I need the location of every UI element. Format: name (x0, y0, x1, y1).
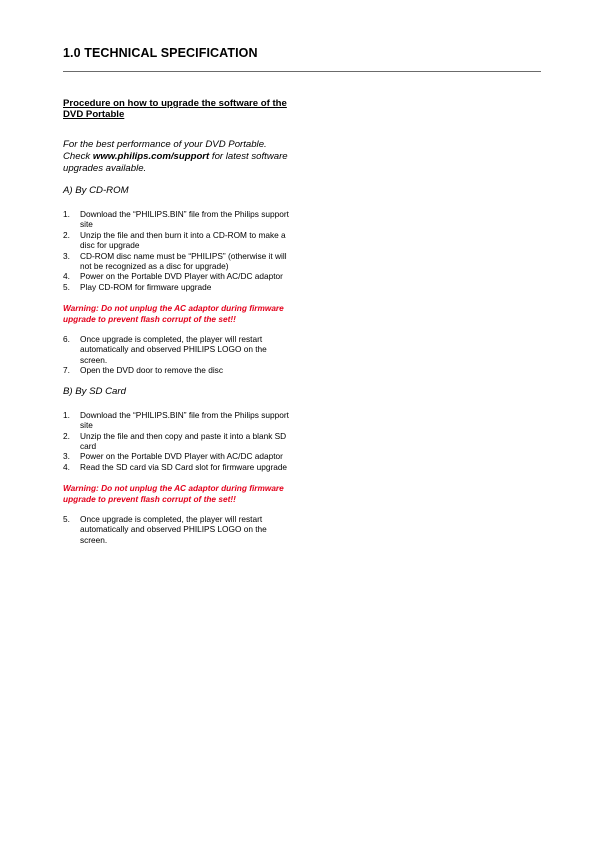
page-title: 1.0 TECHNICAL SPECIFICATION (63, 46, 258, 60)
step-number: 1. (63, 209, 70, 219)
procedure-title: Procedure on how to upgrade the software of the DVD Portable (63, 98, 287, 120)
step-number: 5. (63, 513, 70, 524)
step-number: 4. (63, 461, 70, 472)
section-b-title: B) By SD Card (63, 385, 126, 397)
step-text: Power on the Portable DVD Player with AC/DC adaptor (80, 271, 283, 282)
list-item (63, 282, 291, 292)
list-item (63, 271, 291, 281)
step-text: Play CD-ROM for firmware upgrade (80, 281, 212, 292)
section-b-warning: Warning: Do not unplug the AC adaptor during firmware upgrade to prevent flash corrupt of the set!! (63, 483, 284, 504)
section-b-steps-after (63, 514, 291, 545)
step-number: 2. (63, 430, 70, 441)
step-number: 5. (63, 281, 70, 292)
list-item (63, 514, 291, 545)
section-a-title: A) By CD-ROM (63, 185, 129, 196)
list-item (63, 431, 291, 452)
step-number: 3. (63, 250, 70, 261)
step-number: 4. (63, 271, 70, 282)
step-number: 3. (63, 451, 70, 462)
section-a-warning: Warning: Do not unplug the AC adaptor during firmware upgrade to prevent flash corrupt of the set!! (63, 303, 284, 324)
step-text: Unzip the file and then copy and paste it into a blank SD card (80, 430, 287, 451)
procedure-content (63, 98, 291, 545)
step-text: Unzip the file and then burn it into a CD-ROM to make a disc for upgrade (80, 229, 286, 251)
list-item (63, 451, 291, 461)
list-item (63, 230, 291, 251)
intro-paragraph (63, 139, 291, 175)
intro-text-end: for latest software upgrades available. (63, 151, 288, 174)
section-b-steps (63, 410, 291, 472)
step-number: 2. (63, 229, 70, 240)
step-text: Download the “PHILIPS.BIN” file from the Philips support site (80, 409, 289, 431)
support-link[interactable]: www.philips.com/support (92, 151, 210, 162)
step-text: Once upgrade is completed, the player will restart automatically and observed PHILIPS LOGO on the screen. (80, 513, 267, 545)
step-text: CD-ROM disc name must be “PHILIPS” (otherwise it will not be recognized as a disc for upgrade) (80, 250, 287, 272)
step-text: Download the “PHILIPS.BIN” file from the Philips support site (80, 209, 289, 230)
list-item (63, 251, 291, 272)
step-text: Once upgrade is completed, the player will restart automatically and observed PHILIPS LOGO on the screen. (80, 334, 267, 365)
list-item (63, 462, 291, 472)
step-number: 6. (63, 334, 70, 345)
step-text: Open the DVD door to remove the disc (80, 365, 223, 376)
intro-text-start: For the best performance of your DVD Portable. Check (63, 139, 267, 162)
list-item (63, 334, 291, 365)
list-item (63, 365, 291, 375)
step-number: 7. (63, 365, 70, 376)
step-text: Power on the Portable DVD Player with AC/DC adaptor (80, 451, 283, 462)
header-divider (63, 71, 541, 72)
section-a-steps-after (63, 334, 291, 376)
section-a-steps (63, 209, 291, 292)
list-item (63, 209, 291, 230)
step-number: 1. (63, 409, 70, 420)
step-text: Read the SD card via SD Card slot for firmware upgrade (80, 461, 288, 472)
list-item (63, 410, 291, 431)
